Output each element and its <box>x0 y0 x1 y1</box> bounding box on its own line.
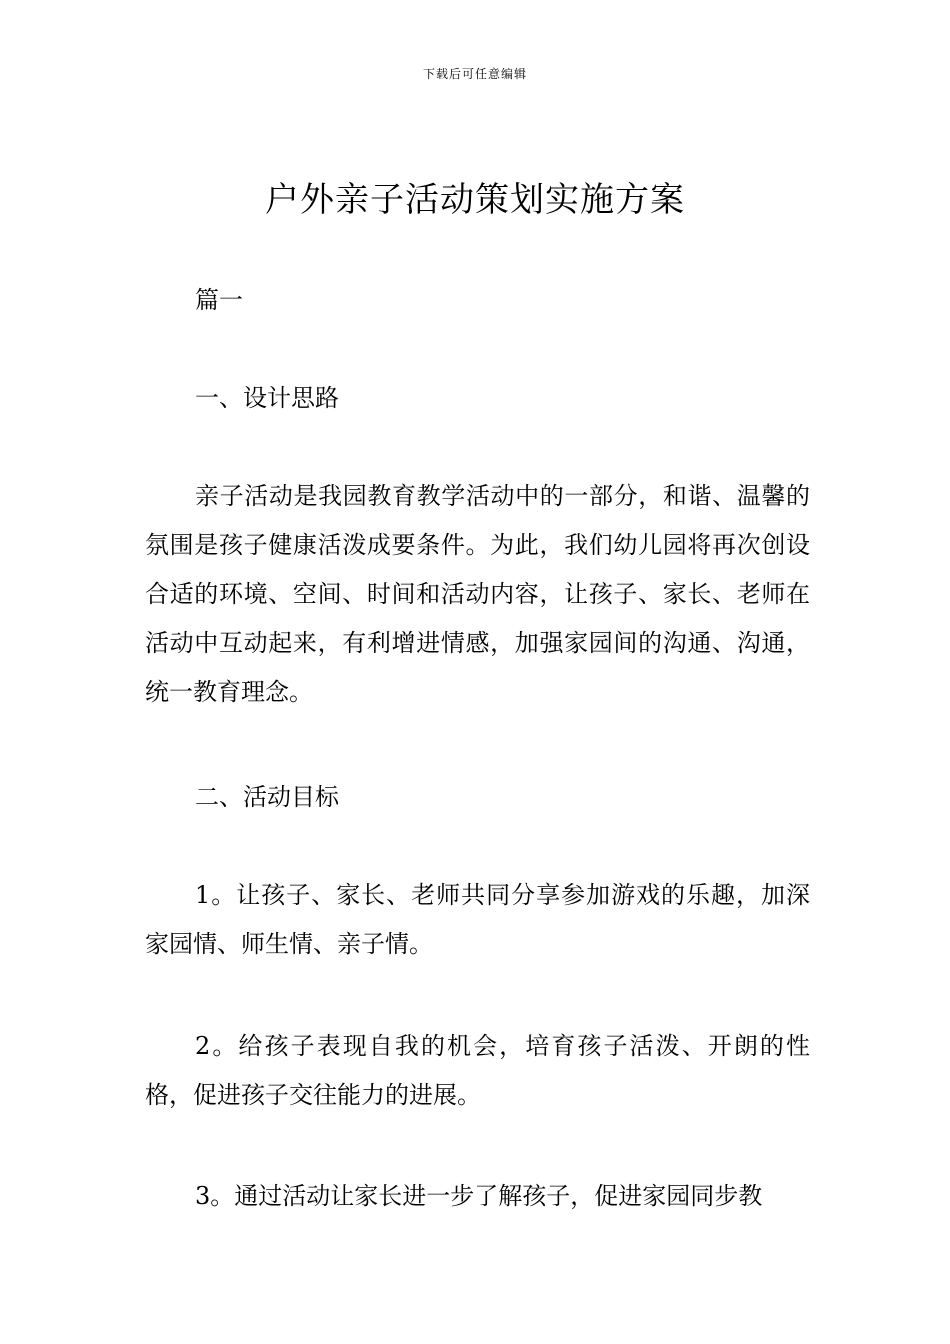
heading-activity-goals: 二、活动目标 <box>195 783 339 811</box>
paragraph-design-idea: 亲子活动是我园教育教学活动中的一部分，和谐、温馨的氛围是孩子健康活泼成要条件。为此，我们幼儿园将再次创设合适的环境、空间、时间和活动内容，让孩子、家长、老师在活动中互动起来，有利增进情感，加强家园间的沟通、沟通，统一教育理念。 <box>145 482 810 706</box>
goal-item-2: 2。给孩子表现自我的机会，培育孩子活泼、开朗的性格，促进孩子交往能力的进展。 <box>145 1032 810 1109</box>
section-label: 篇一 <box>195 286 243 314</box>
download-note: 下载后可任意编辑 <box>422 67 527 81</box>
document-title: 户外亲子活动策划实施方案 <box>265 180 685 220</box>
heading-design-idea: 一、设计思路 <box>195 384 339 412</box>
goal-item-1: 1。让孩子、家长、老师共同分享参加游戏的乐趣，加深家园情、师生情、亲子情。 <box>145 881 810 958</box>
goal-item-3: 3。通过活动让家长进一步了解孩子，促进家园同步教 <box>195 1182 763 1210</box>
